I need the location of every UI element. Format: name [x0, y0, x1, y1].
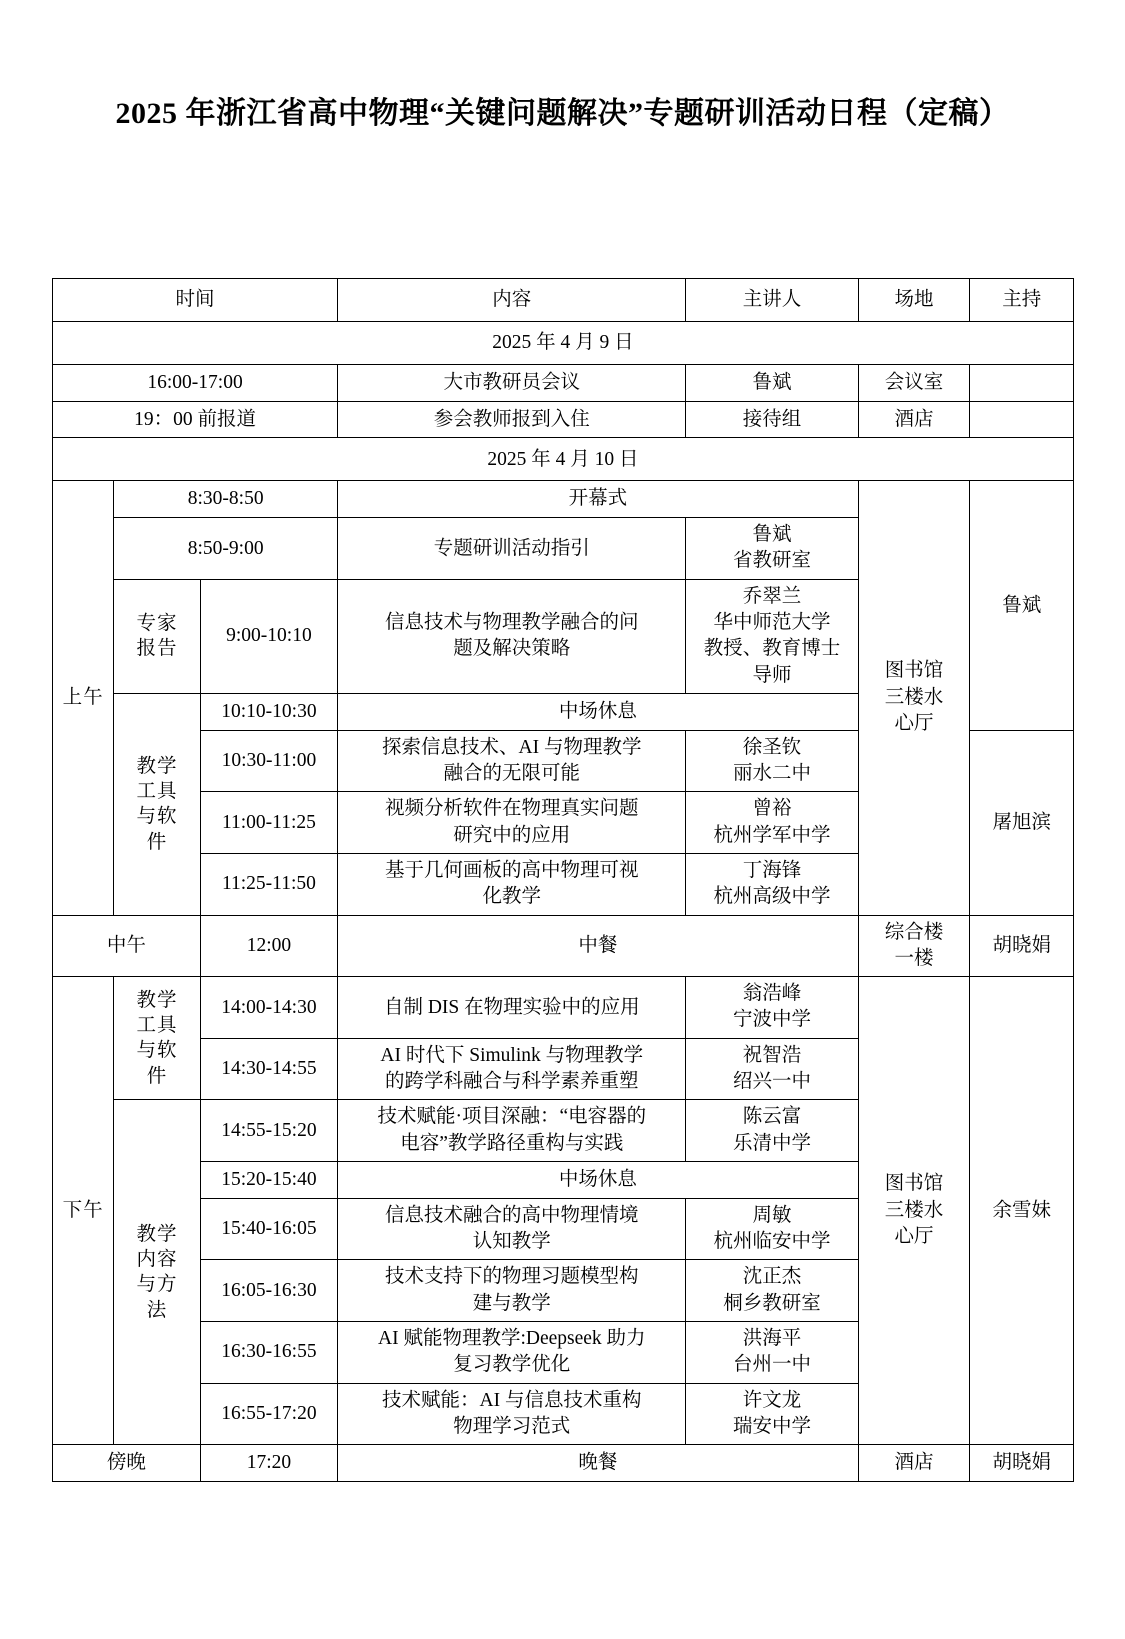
speaker-line-1: 鲁斌: [752, 524, 792, 546]
row-time: 19：00 前报道: [53, 401, 338, 438]
content-line-1: 信息技术与物理教学融合的问: [385, 612, 639, 633]
row-content: 大市教研员会议: [338, 365, 686, 402]
venue-line-2: 三楼水: [884, 1199, 944, 1221]
page-title: 2025 年浙江省高中物理“关键问题解决”专题研训活动日程（定稿）: [115, 97, 1010, 130]
row-speaker: [686, 579, 858, 693]
row-speaker: [686, 977, 858, 1039]
content-line-1: AI 时代下 Simulink 与物理教学: [380, 1044, 644, 1066]
speaker-line-1: 周敏: [752, 1204, 792, 1226]
row-time: 14:30-14:55: [200, 1038, 337, 1100]
speaker-line-1: 洪海平: [742, 1327, 802, 1349]
speaker-line-1: 陈云富: [742, 1106, 802, 1128]
day2-label: 2025 年 4 月 10 日: [53, 438, 1074, 481]
content-line-2: 认知教学: [472, 1231, 551, 1252]
content-line-1: 视频分析软件在物理真实问题: [385, 798, 639, 820]
row-time: 15:40-16:05: [200, 1198, 337, 1260]
venue-line-2: 三楼水: [884, 686, 944, 708]
content-line-2: 融合的无限可能: [443, 762, 581, 784]
row-speaker: [686, 518, 858, 580]
speaker-line-4: 导师: [752, 664, 792, 686]
content-line-2: 物理学习范式: [453, 1415, 571, 1437]
day1-label: 2025 年 4 月 9 日: [53, 322, 1074, 365]
speaker-line-3: 教授、教育博士: [703, 638, 841, 660]
content-line-2: 复习教学优化: [453, 1354, 571, 1376]
group-label-teaching-content-pm: 教学 内容 与方 法: [114, 1100, 201, 1445]
content-line-2: 建与教学: [472, 1292, 551, 1314]
speaker-line-2: 杭州学军中学: [713, 824, 831, 846]
row-content: 中场休息: [338, 1162, 859, 1199]
content-line-1: 技术赋能：AI 与信息技术重构: [382, 1389, 642, 1411]
row-content: [338, 853, 686, 915]
row-content: 自制 DIS 在物理实验中的应用: [338, 977, 686, 1039]
row-host: [970, 401, 1074, 438]
speaker-line-1: 沈正杰: [742, 1266, 802, 1288]
speaker-line-1: 祝智浩: [742, 1044, 802, 1066]
table-header-row: [53, 279, 1074, 322]
row-speaker: [686, 1038, 858, 1100]
content-line-1: 探索信息技术、AI 与物理教学: [382, 736, 642, 758]
table-row: [53, 977, 1074, 1039]
day-separator-row: [53, 322, 1074, 365]
day-separator-row: [53, 438, 1074, 481]
speaker-line-1: 乔翠兰: [742, 585, 802, 607]
speaker-line-2: 绍兴一中: [733, 1071, 812, 1093]
row-time: 17:20: [200, 1445, 337, 1482]
row-content: 开幕式: [338, 481, 859, 518]
row-content: [338, 1100, 686, 1162]
venue-line-2: 一楼: [894, 947, 934, 969]
column-header-host: 主持: [970, 279, 1074, 322]
table-row: [53, 481, 1074, 518]
speaker-line-2: 宁波中学: [733, 1009, 812, 1031]
content-line-1: 技术赋能·项目深融：“电容器的: [377, 1106, 647, 1128]
row-time: 8:30-8:50: [114, 481, 338, 518]
content-line-1: 信息技术融合的高中物理情境: [385, 1204, 639, 1226]
row-speaker: [686, 730, 858, 792]
table-row: [53, 915, 1074, 977]
content-line-2: 题及解决策略: [453, 638, 571, 660]
session-label-morning: 上午: [53, 481, 114, 915]
content-line-2: 的跨学科融合与科学素养重塑: [385, 1071, 639, 1093]
group-label-teaching-tools-am: 教学 工具 与软 件: [114, 693, 201, 915]
row-content: [338, 1260, 686, 1322]
row-venue: [858, 915, 970, 977]
row-content: [338, 1383, 686, 1445]
speaker-line-2: 桐乡教研室: [723, 1292, 821, 1314]
row-time: 10:10-10:30: [200, 693, 337, 730]
row-time: 15:20-15:40: [200, 1162, 337, 1199]
row-speaker: [686, 1260, 858, 1322]
row-content: [338, 579, 686, 693]
row-speaker: [686, 853, 858, 915]
column-header-time: 时间: [53, 279, 338, 322]
venue-line-1: 图书馆: [884, 1173, 944, 1195]
speaker-line-1: 徐圣钦: [742, 736, 802, 758]
row-content: 参会教师报到入住: [338, 401, 686, 438]
row-speaker: 鲁斌: [686, 365, 858, 402]
venue-line-1: 综合楼: [884, 921, 944, 943]
session-label-afternoon: 下午: [53, 977, 114, 1445]
row-time: 12:00: [200, 915, 337, 977]
row-host: 胡晓娟: [970, 915, 1074, 977]
row-time: 16:30-16:55: [200, 1321, 337, 1383]
table-row: [53, 401, 1074, 438]
speaker-line-2: 乐清中学: [733, 1132, 812, 1154]
row-host-morning-2: 屠旭滨: [970, 730, 1074, 915]
row-venue: 酒店: [858, 1445, 970, 1482]
speaker-line-2: 省教研室: [733, 550, 812, 572]
column-header-content: 内容: [338, 279, 686, 322]
row-content: [338, 730, 686, 792]
speaker-line-2: 华中师范大学: [713, 612, 831, 633]
row-time: 9:00-10:10: [200, 579, 337, 693]
speaker-line-2: 杭州高级中学: [713, 886, 831, 908]
content-line-1: 技术支持下的物理习题模型构: [385, 1266, 639, 1288]
row-content: 晚餐: [338, 1445, 859, 1482]
content-line-2: 电容”教学路径重构与实践: [400, 1132, 624, 1154]
row-content: 中餐: [338, 915, 859, 977]
row-speaker: [686, 1383, 858, 1445]
content-line-2: 化教学: [482, 886, 542, 908]
group-label-teaching-tools-pm: 教学 工具 与软 件: [114, 977, 201, 1100]
speaker-line-2: 瑞安中学: [733, 1415, 812, 1437]
row-content: [338, 792, 686, 854]
speaker-line-2: 杭州临安中学: [713, 1231, 831, 1252]
row-content: [338, 1198, 686, 1260]
row-venue-morning: [858, 481, 970, 915]
row-time: 11:00-11:25: [200, 792, 337, 854]
row-content: [338, 1038, 686, 1100]
row-content: 专题研训活动指引: [338, 518, 686, 580]
row-speaker: 接待组: [686, 401, 858, 438]
row-time: 16:05-16:30: [200, 1260, 337, 1322]
row-host-afternoon: 余雪妹: [970, 977, 1074, 1445]
row-time: 16:00-17:00: [53, 365, 338, 402]
column-header-venue: 场地: [858, 279, 970, 322]
venue-line-3: 心厅: [894, 1225, 934, 1247]
row-host-morning-1: 鲁斌: [970, 481, 1074, 730]
group-label-expert-report: 专家 报告: [114, 579, 201, 693]
row-time: 14:55-15:20: [200, 1100, 337, 1162]
table-row: [53, 1445, 1074, 1482]
row-speaker: [686, 1198, 858, 1260]
row-venue: 会议室: [858, 365, 970, 402]
row-venue-afternoon: [858, 977, 970, 1445]
content-line-1: AI 赋能物理教学:Deepseek 助力: [378, 1327, 646, 1349]
row-host: [970, 365, 1074, 402]
venue-line-1: 图书馆: [884, 660, 944, 682]
content-line-2: 研究中的应用: [453, 824, 571, 846]
row-venue: 酒店: [858, 401, 970, 438]
row-speaker: [686, 792, 858, 854]
speaker-line-2: 丽水二中: [733, 762, 812, 784]
row-time: 8:50-9:00: [114, 518, 338, 580]
row-speaker: [686, 1321, 858, 1383]
schedule-table-container: [52, 278, 1074, 1482]
speaker-line-1: 丁海锋: [742, 859, 802, 881]
schedule-table: [52, 278, 1074, 1482]
row-time: 14:00-14:30: [200, 977, 337, 1039]
content-line-1: 基于几何画板的高中物理可视: [385, 859, 639, 881]
speaker-line-1: 翁浩峰: [742, 983, 802, 1005]
row-content: [338, 1321, 686, 1383]
table-row: [53, 365, 1074, 402]
venue-line-3: 心厅: [894, 713, 934, 735]
row-time: 16:55-17:20: [200, 1383, 337, 1445]
row-host: 胡晓娟: [970, 1445, 1074, 1482]
session-label-evening: 傍晚: [53, 1445, 201, 1482]
session-label-noon: 中午: [53, 915, 201, 977]
speaker-line-2: 台州一中: [733, 1354, 812, 1376]
row-speaker: [686, 1100, 858, 1162]
speaker-line-1: 曾裕: [752, 798, 792, 820]
column-header-speaker: 主讲人: [686, 279, 858, 322]
row-content: 中场休息: [338, 693, 859, 730]
speaker-line-1: 许文龙: [742, 1389, 802, 1411]
row-time: 11:25-11:50: [200, 853, 337, 915]
row-time: 10:30-11:00: [200, 730, 337, 792]
document-page: [0, 88, 1125, 1639]
